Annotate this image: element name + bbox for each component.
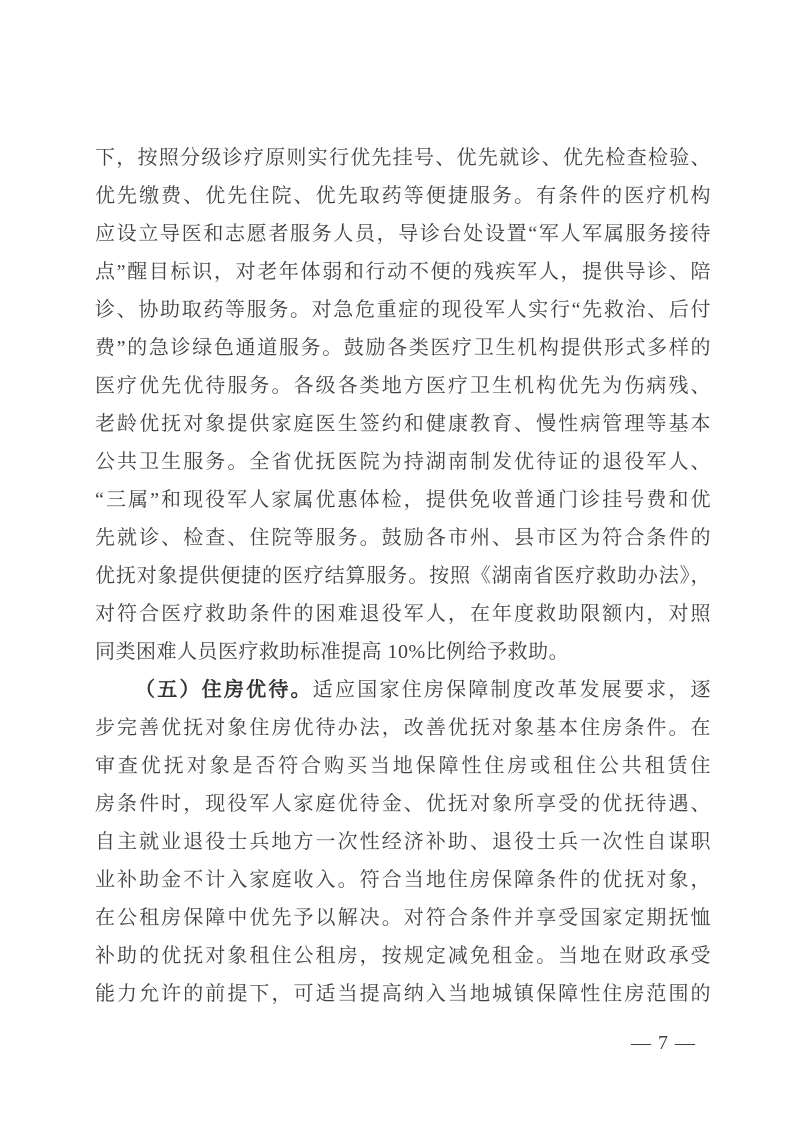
page-number: — 7 —: [631, 1032, 696, 1054]
text-line: 医疗优先优待服务。各级各类地方医疗卫生机构优先为伤病残、: [95, 375, 711, 397]
text-line: 公共卫生服务。全省优抚医院为持湖南制发优待证的退役军人、: [95, 451, 711, 473]
text-line: 应设立导医和志愿者服务人员，导诊台处设置“军人军属服务接待: [95, 223, 711, 245]
text-block: [95, 139, 711, 1013]
text-line: 房条件时，现役军人家庭优待金、优抚对象所享受的优抚待遇、: [95, 793, 711, 815]
text-line: 自主就业退役士兵地方一次性经济补助、退役士兵一次性自谋职: [95, 831, 711, 853]
text-line-paragraph-start: [95, 671, 711, 709]
text-line: 费”的急诊绿色通道服务。鼓励各类医疗卫生机构提供形式多样的: [95, 337, 711, 359]
text-line: 先就诊、检查、住院等服务。鼓励各市州、县市区为符合条件的: [95, 527, 711, 549]
text-line: 对符合医疗救助条件的困难退役军人，在年度救助限额内，对照: [95, 603, 711, 625]
text-line: 补助的优抚对象租住公租房，按规定减免租金。当地在财政承受: [95, 945, 711, 967]
text-line: 步完善优抚对象住房优待办法，改善优抚对象基本住房条件。在: [95, 717, 711, 739]
text-line: 点”醒目标识，对老年体弱和行动不便的残疾军人，提供导诊、陪: [95, 261, 711, 283]
text-line: 优先缴费、优先住院、优先取药等便捷服务。有条件的医疗机构: [95, 185, 711, 207]
text-line: 下，按照分级诊疗原则实行优先挂号、优先就诊、优先检查检验、: [95, 147, 711, 169]
text-line: 诊、协助取药等服务。对急危重症的现役军人实行“先救治、后付: [95, 299, 711, 321]
text-line: 同类困难人员医疗救助标准提高 10%比例给予救助。: [95, 641, 570, 663]
text-run: 适应国家住房保障制度改革发展要求，逐: [312, 679, 711, 701]
section-heading: （五）住房优待。: [135, 679, 313, 701]
text-line: “三属”和现役军人家属优惠体检，提供免收普通门诊挂号费和优: [95, 489, 711, 511]
text-line: 能力允许的前提下，可适当提高纳入当地城镇保障性住房范围的: [95, 983, 711, 1005]
text-line: 业补助金不计入家庭收入。符合当地住房保障条件的优抚对象，: [95, 869, 711, 891]
text-line: 优抚对象提供便捷的医疗结算服务。按照《湖南省医疗救助办法》，: [95, 565, 711, 587]
text-line: 审查优抚对象是否符合购买当地保障性住房或租住公共租赁住: [95, 755, 711, 777]
text-line: 在公租房保障中优先予以解决。对符合条件并享受国家定期抚恤: [95, 907, 711, 929]
text-line: 老龄优抚对象提供家庭医生签约和健康教育、慢性病管理等基本: [95, 413, 711, 435]
